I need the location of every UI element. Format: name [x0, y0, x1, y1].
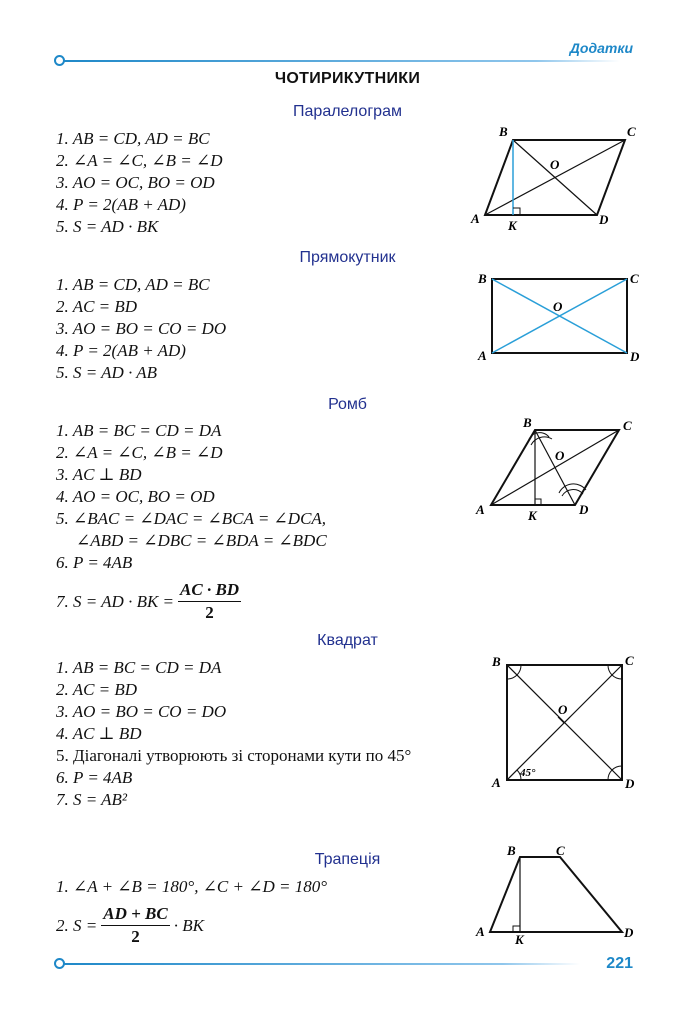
trapezoid-area-prefix: 2. S = — [56, 915, 98, 935]
rhombus-diagram — [465, 410, 645, 525]
trapezoid-label-b: B — [507, 843, 516, 858]
square-label-a: A — [492, 775, 501, 790]
parallelogram-label-a: A — [471, 211, 480, 226]
rectangle-formula-5: 5. S = AD · AB — [56, 363, 158, 382]
parallelogram-label-o: O — [550, 157, 560, 172]
square-label-angle: 45° — [520, 767, 536, 779]
rhombus-area-fraction — [178, 580, 241, 623]
rectangle-formula-1: 1. AB = CD, AD = BC — [56, 275, 210, 294]
section-title-rectangle: Прямокутник — [299, 249, 396, 266]
parallelogram-diagram — [465, 120, 645, 235]
square-formula-3: 3. AO = BO = CO = DO — [56, 702, 227, 721]
parallelogram-formula-1: 1. AB = CD, AD = BC — [56, 129, 210, 148]
trapezoid-label-k: K — [515, 932, 524, 947]
section-title-rhombus: Ромб — [328, 396, 367, 413]
rhombus-label-a: A — [476, 502, 485, 517]
trapezoid-area-fraction — [101, 904, 169, 947]
rhombus-formula-2: 2. ∠A = ∠C, ∠B = ∠D — [56, 443, 223, 462]
parallelogram-formula-2: 2. ∠A = ∠C, ∠B = ∠D — [56, 151, 223, 170]
bottom-divider — [60, 963, 580, 965]
square-formula-2: 2. AC = BD — [56, 680, 138, 699]
square-formula-6: 6. P = 4AB — [56, 768, 133, 787]
bottom-divider-dot — [54, 958, 65, 969]
rectangle-label-b: B — [478, 271, 487, 286]
section-title-parallelogram: Паралелограм — [293, 103, 402, 120]
rectangle-formula-4: 4. P = 2(AB + AD) — [56, 341, 186, 360]
rhombus-formula-5b: ∠ABD = ∠DBC = ∠BDA = ∠BDC — [76, 531, 327, 550]
rhombus-formula-4: 4. AO = OC, BO = OD — [56, 487, 215, 506]
trapezoid-formula-1: 1. ∠A + ∠B = 180°, ∠C + ∠D = 180° — [56, 877, 328, 896]
page-title: ЧОТИРИКУТНИКИ — [274, 70, 421, 87]
rhombus-area-numerator: AC · BD — [178, 580, 241, 602]
page-number: 221 — [606, 955, 633, 972]
trapezoid-label-d: D — [624, 925, 634, 940]
rectangle-label-a: A — [478, 348, 487, 363]
square-diagram — [480, 648, 645, 798]
parallelogram-label-c: C — [627, 124, 636, 139]
trapezoid-label-a: A — [476, 924, 485, 939]
trapezoid-area-suffix: · BK — [173, 915, 204, 935]
parallelogram-label-k: K — [508, 218, 517, 233]
section-title-square: Квадрат — [317, 632, 378, 649]
trapezoid-area-numerator: AD + BC — [101, 904, 169, 926]
trapezoid-label-c: C — [556, 843, 565, 858]
rhombus-label-o: O — [555, 448, 565, 463]
trapezoid-area-denominator: 2 — [131, 927, 140, 946]
rectangle-formula-2: 2. AC = BD — [56, 297, 138, 316]
rhombus-formula-3: 3. AC ⊥ BD — [56, 465, 142, 484]
rectangle-label-o: O — [553, 299, 563, 314]
rectangle-label-d: D — [630, 349, 640, 364]
rhombus-formula-6: 6. P = 4AB — [56, 553, 133, 572]
top-divider — [60, 60, 620, 62]
parallelogram-formula-3: 3. AO = OC, BO = OD — [56, 173, 215, 192]
parallelogram-formula-5: 5. S = AD · BK — [56, 217, 159, 236]
rectangle-formula-3: 3. AO = BO = CO = DO — [56, 319, 227, 338]
header-section-label: Додатки — [569, 40, 633, 56]
rhombus-area-denominator: 2 — [205, 603, 214, 622]
rectangle-diagram — [470, 265, 645, 370]
rhombus-label-b: B — [523, 415, 532, 430]
rhombus-label-c: C — [623, 418, 632, 433]
rhombus-area-prefix: 7. S = AD · BK = — [56, 591, 175, 611]
square-formula-1: 1. AB = BC = CD = DA — [56, 658, 222, 677]
trapezoid-formula-2 — [56, 904, 204, 947]
square-formula-7: 7. S = AB² — [56, 790, 128, 809]
rhombus-formula-5: 5. ∠BAC = ∠DAC = ∠BCA = ∠DCA, — [56, 509, 327, 528]
rhombus-label-d: D — [579, 502, 589, 517]
parallelogram-formula-4: 4. P = 2(AB + AD) — [56, 195, 186, 214]
square-label-c: C — [625, 653, 634, 668]
rhombus-formula-7 — [56, 580, 245, 623]
square-formula-5: 5. Діагоналі утворюють зі сторонами кути по 45° — [56, 746, 412, 765]
rhombus-formula-1: 1. AB = BC = CD = DA — [56, 421, 222, 440]
square-label-o: O — [558, 702, 568, 717]
trapezoid-diagram — [470, 840, 645, 950]
parallelogram-label-b: B — [499, 124, 508, 139]
rectangle-label-c: C — [630, 271, 639, 286]
square-formula-4: 4. AC ⊥ BD — [56, 724, 142, 743]
square-label-d: D — [625, 776, 635, 791]
square-label-b: B — [492, 654, 501, 669]
rhombus-label-k: K — [528, 508, 537, 523]
top-divider-dot — [54, 55, 65, 66]
section-title-trapezoid: Трапеція — [314, 851, 381, 868]
parallelogram-label-d: D — [599, 212, 609, 227]
